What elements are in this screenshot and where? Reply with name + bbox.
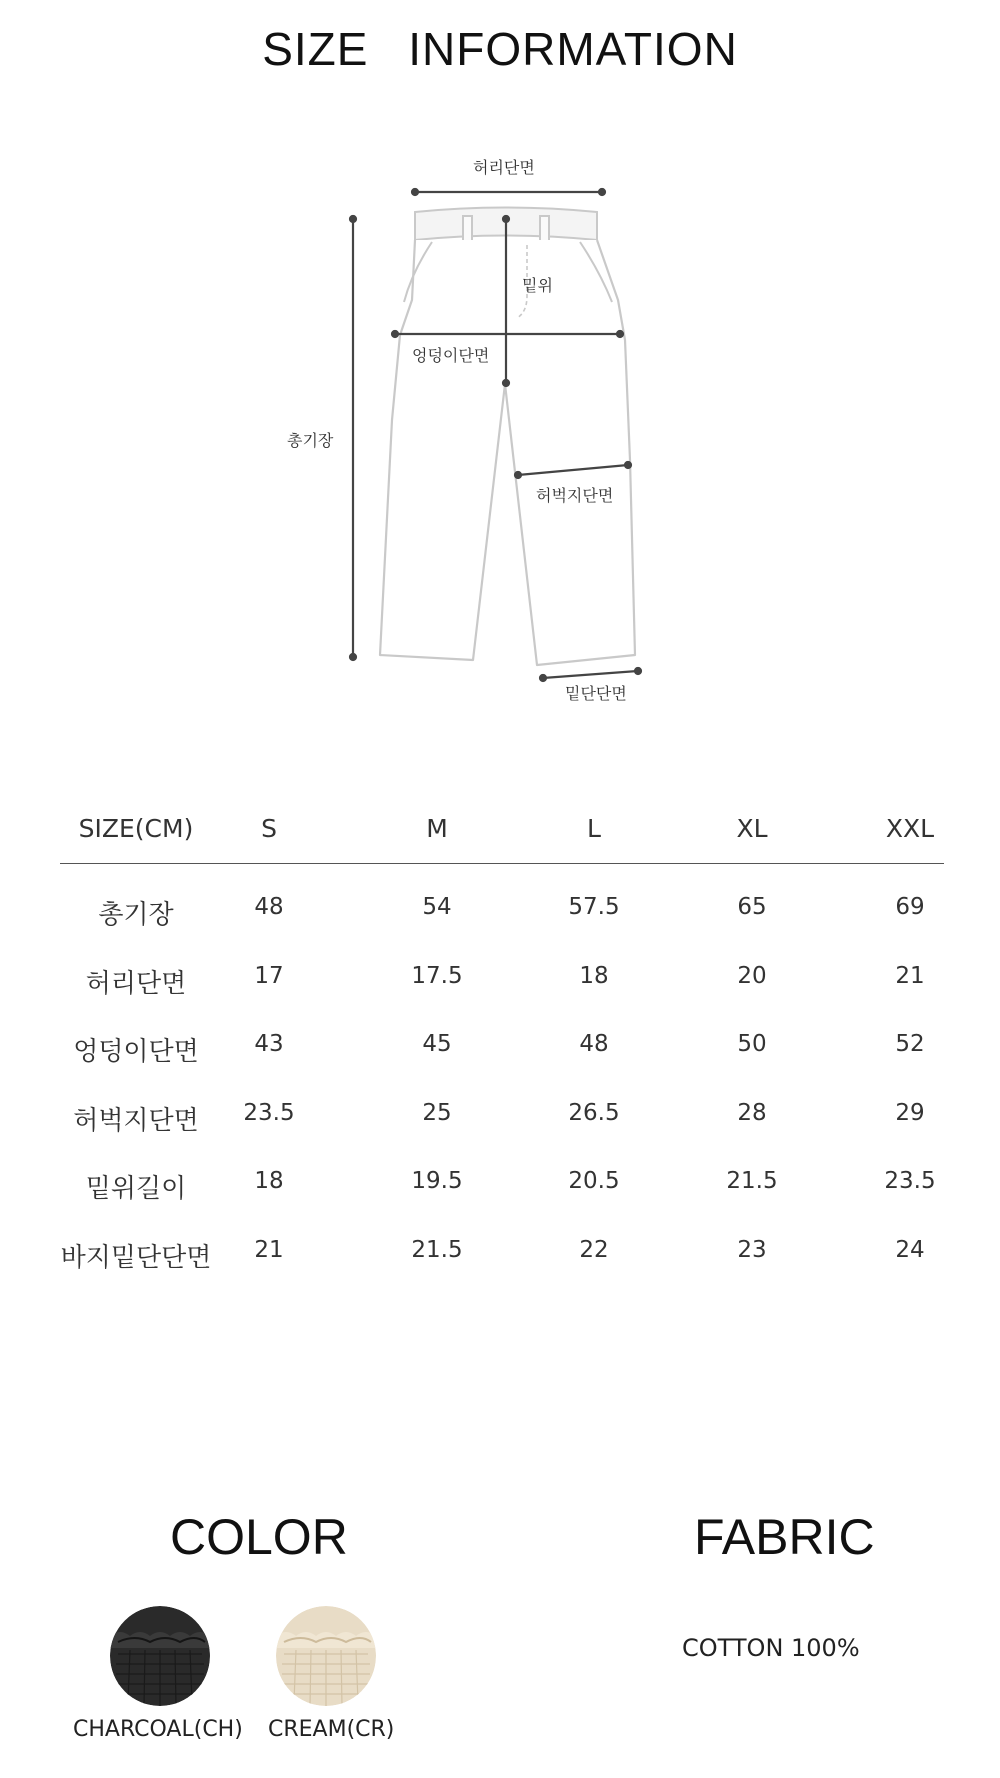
- table-row: [60, 1001, 944, 1070]
- table-cell: 23.5: [884, 1168, 936, 1195]
- hip-label: 엉덩이단면: [412, 346, 490, 365]
- row-label: 밑위길이: [85, 1174, 187, 1205]
- page-title: SIZE INFORMATION: [262, 23, 738, 75]
- color-swatch-cream: [276, 1606, 376, 1706]
- color-swatch-charcoal: [110, 1606, 210, 1706]
- table-cell: 20.5: [568, 1168, 620, 1195]
- row-label: 허벅지단면: [73, 1105, 199, 1136]
- color-label-cream: CREAM(CR): [268, 1717, 395, 1742]
- table-cell: 21.5: [726, 1168, 778, 1195]
- table-cell: 21.5: [411, 1236, 463, 1263]
- table-cell: 20: [737, 962, 767, 989]
- table-cell: 17: [254, 962, 284, 989]
- table-row: [60, 933, 944, 1002]
- rise-label: 밑위: [522, 276, 553, 295]
- waist-measure-dot-left: [412, 189, 418, 195]
- cream-fabric-swatch: [276, 1606, 376, 1706]
- charcoal-fabric-swatch: [110, 1606, 210, 1706]
- table-cell: 57.5: [568, 894, 620, 920]
- hip-measure-dot-right: [617, 331, 623, 337]
- total-length-dot-bottom: [350, 654, 356, 660]
- header-size-m: M: [426, 814, 448, 843]
- pants-body: [380, 240, 635, 665]
- table-cell: 50: [737, 1031, 767, 1058]
- rise-measure-dot-top: [503, 216, 509, 222]
- table-cell: 26.5: [568, 1099, 620, 1126]
- table-row: [60, 864, 944, 933]
- hem-measure-line: [543, 671, 638, 678]
- table-cell: 21: [895, 962, 925, 989]
- row-label: 총기장: [98, 900, 174, 930]
- header-size-s: S: [261, 814, 277, 843]
- table-cell: 48: [254, 894, 284, 920]
- table-cell: 18: [579, 962, 609, 989]
- pants-measurement-diagram: [0, 0, 1000, 760]
- table-cell: 54: [422, 894, 452, 920]
- waist-measure-dot-right: [599, 189, 605, 195]
- color-label-charcoal: CHARCOAL(CH): [73, 1717, 243, 1742]
- row-label: 허리단면: [85, 968, 187, 999]
- row-label: 바지밑단단면: [60, 1242, 212, 1273]
- table-cell: 23: [737, 1236, 767, 1263]
- table-cell: 29: [895, 1099, 925, 1126]
- table-cell: 23.5: [243, 1099, 295, 1126]
- hem-label: 밑단단면: [565, 684, 627, 703]
- table-cell: 43: [254, 1031, 284, 1058]
- header-size-xxl: XXL: [885, 814, 935, 843]
- rise-measure-dot-bottom: [503, 380, 509, 386]
- header-size-cm: SIZE(CM): [78, 814, 194, 843]
- total-length-label: 총기장: [287, 431, 334, 450]
- table-cell: 48: [579, 1031, 609, 1058]
- table-cell: 52: [895, 1031, 925, 1058]
- table-cell: 18: [254, 1168, 284, 1195]
- table-cell: 17.5: [411, 962, 463, 989]
- color-heading: COLOR: [170, 1509, 348, 1565]
- header-size-l: L: [587, 814, 601, 843]
- hip-measure-dot-left: [392, 331, 398, 337]
- thigh-measure-dot-left: [515, 472, 521, 478]
- waist-label: 허리단면: [473, 158, 535, 177]
- hem-measure-dot-right: [635, 668, 641, 674]
- table-cell: 24: [895, 1236, 925, 1263]
- hem-measure-dot-left: [540, 675, 546, 681]
- total-length-dot-top: [350, 216, 356, 222]
- thigh-measure-dot-right: [625, 462, 631, 468]
- table-row: [60, 1138, 944, 1207]
- fabric-composition: COTTON 100%: [682, 1634, 860, 1662]
- table-cell: 28: [737, 1099, 767, 1126]
- size-table: [60, 808, 944, 1276]
- table-cell: 45: [422, 1031, 452, 1058]
- size-table-header: [60, 808, 944, 864]
- table-cell: 21: [254, 1236, 284, 1263]
- row-label: 엉덩이단면: [73, 1037, 199, 1068]
- table-cell: 69: [895, 894, 925, 920]
- table-row: [60, 1070, 944, 1139]
- table-row: [60, 1207, 944, 1276]
- table-cell: 19.5: [411, 1168, 463, 1195]
- thigh-label: 허벅지단면: [536, 486, 614, 505]
- header-size-xl: XL: [736, 814, 768, 843]
- table-cell: 25: [422, 1099, 452, 1126]
- table-cell: 22: [579, 1236, 609, 1263]
- table-cell: 65: [737, 894, 767, 920]
- fabric-heading: FABRIC: [694, 1509, 875, 1565]
- pants-outline-svg: [0, 0, 1000, 760]
